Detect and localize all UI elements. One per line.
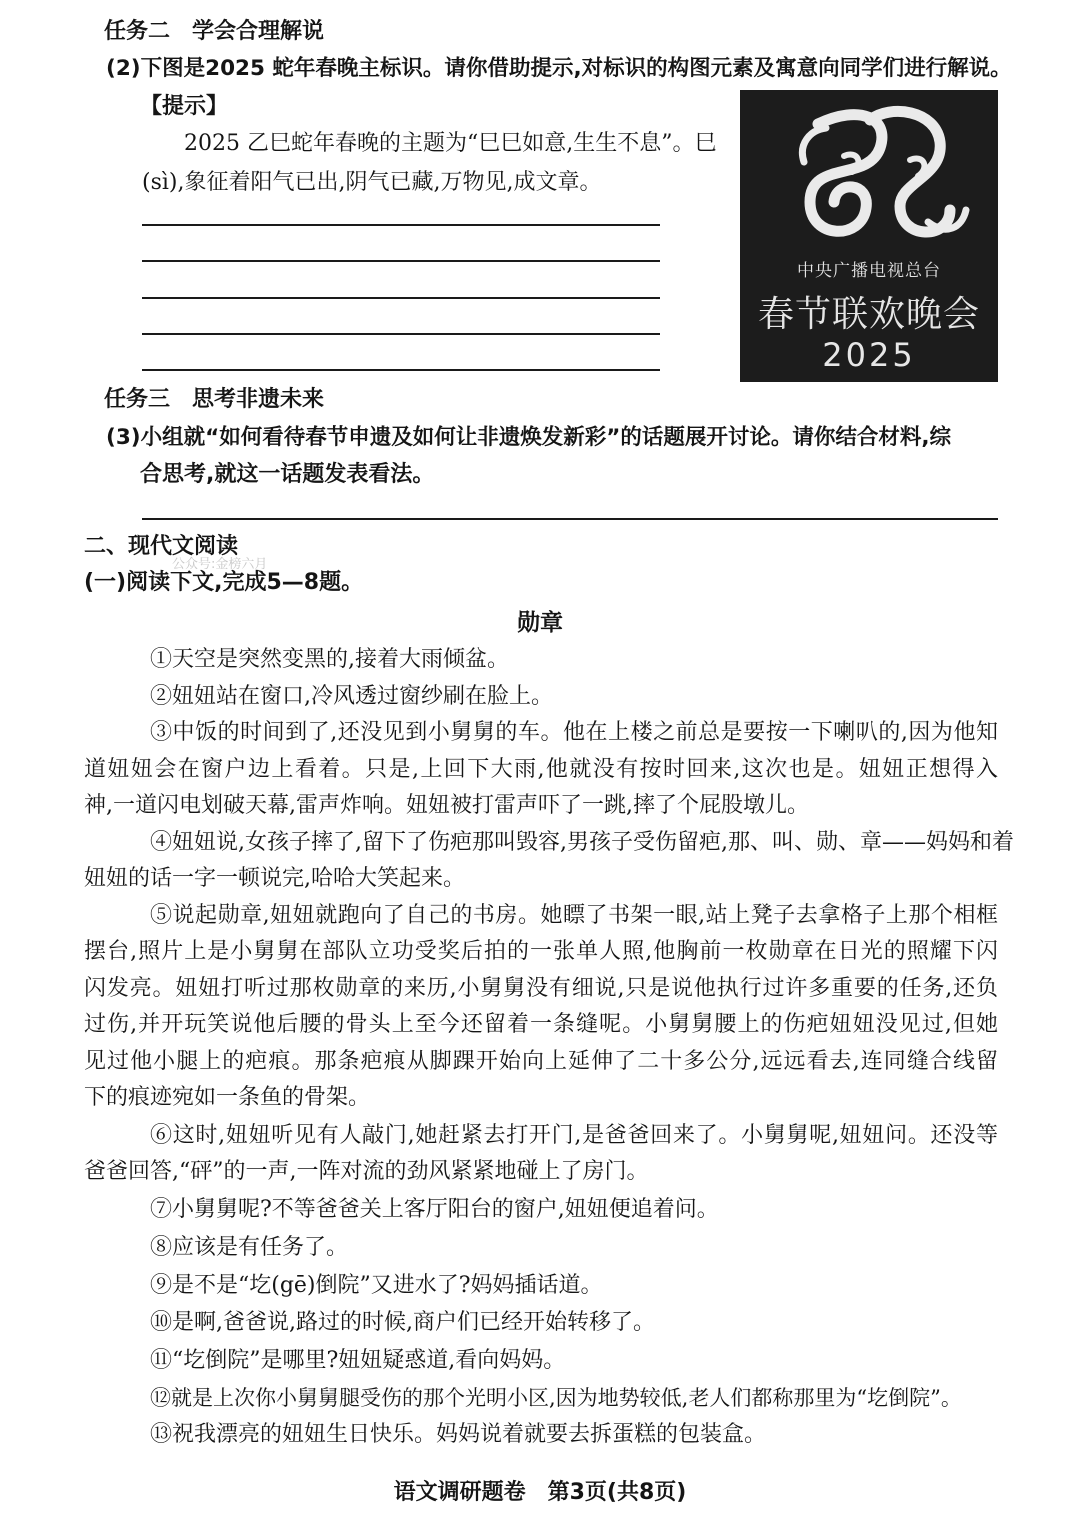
article-line: ③中饭的时间到了,还没见到小舅舅的车。他在上楼之前总是要按一下喇叭的,因为他知 <box>150 720 998 745</box>
article-title: 勋章 <box>517 610 563 636</box>
article-line: ⑩是啊,爸爸说,路过的时候,商户们已经开始转移了。 <box>150 1310 655 1335</box>
article-line: ⑫就是上次你小舅舅腿受伤的那个光明小区,因为地势较低,老人们都称那里为“圪倒院”。 <box>150 1386 962 1410</box>
article-line: 见过他小腿上的疤痕。那条疤痕从脚踝开始向上延伸了二十多公分,远远看去,连同缝合线留 <box>84 1049 998 1074</box>
task3-answer-line <box>142 518 998 520</box>
article-line: ⑧应该是有任务了。 <box>150 1235 349 1260</box>
article-line: 过伤,并开玩笑说他后腰的骨头上至今还留着一条缝呢。小舅舅腰上的伤疤妞妞没见过,但她 <box>84 1012 998 1037</box>
article-line: ⑬祝我漂亮的妞妞生日快乐。妈妈说着就要去拆蛋糕的包装盒。 <box>150 1422 767 1447</box>
reading-instruction: (一)阅读下文,完成5—8题。 <box>84 570 364 595</box>
article-line: 爸爸回答,“砰”的一声,一阵对流的劲风紧紧地碰上了房门。 <box>84 1159 649 1184</box>
answer-line-5 <box>142 369 660 371</box>
section2-heading: 二、现代文阅读 <box>84 534 239 559</box>
task3-heading: 任务三 思考非遗未来 <box>104 387 325 412</box>
task2-heading: 任务二 学会合理解说 <box>104 19 325 44</box>
article-line: ②妞妞站在窗口,冷风透过窗纱刷在脸上。 <box>150 684 553 709</box>
task2-question: (2)下图是2025 蛇年春晚主标识。请你借助提示,对标识的构图元素及寓意向同学们进行解说。 <box>106 56 1012 81</box>
article-line: 摆台,照片上是小舅舅在部队立功受奖后拍的一张单人照,他胸前一枚勋章在日光的照耀下闪 <box>84 939 998 964</box>
article-line: ④妞妞说,女孩子摔了,留下了伤疤那叫毁容,男孩子受伤留疤,那、叫、勋、章——妈妈和着 <box>150 830 1014 855</box>
article-line: ⑤说起勋章,妞妞就跑向了自己的书房。她瞟了书架一眼,站上凳子去拿格子上那个相框 <box>150 903 998 928</box>
answer-line-2 <box>142 260 660 262</box>
article-line: ①天空是突然变黑的,接着大雨倾盆。 <box>150 647 509 672</box>
article-line: 道妞妞会在窗户边上看着。只是,上回下大雨,他就没有按时回来,这次也是。妞妞正想得入 <box>84 757 998 782</box>
hint-line-2: (sì),象征着阳气已出,阴气已藏,万物见,成文章。 <box>142 170 602 195</box>
hint-line-1: 2025 乙巳蛇年春晚的主题为“巳巳如意,生生不息”。巳 <box>184 131 717 156</box>
page-footer: 语文调研题卷 第3页(共8页) <box>393 1480 687 1505</box>
watermark: 公众号:金榜六月 <box>172 557 268 572</box>
logo-station-name: 中央广播电视总台 <box>797 261 941 281</box>
article-line: ⑨是不是“圪(gē)倒院”又进水了?妈妈插话道。 <box>150 1273 603 1298</box>
answer-line-4 <box>142 333 660 335</box>
logo-year: 2025 <box>822 336 916 374</box>
task3-question-line-1: (3)小组就“如何看待春节申遗及如何让非遗焕发新彩”的话题展开讨论。请你结合材料,综 <box>106 425 952 450</box>
spring-festival-gala-logo <box>740 90 998 382</box>
answer-line-3 <box>142 297 660 299</box>
answer-line-1 <box>142 224 660 226</box>
article-line: ⑪“圪倒院”是哪里?妞妞疑惑道,看向妈妈。 <box>150 1348 566 1373</box>
hint-label: 【提示】 <box>140 94 229 119</box>
article-line: 妞妞的话一字一顿说完,哈哈大笑起来。 <box>84 866 465 891</box>
article-line: 下的痕迹宛如一条鱼的骨架。 <box>84 1085 371 1110</box>
logo-gala-name: 春节联欢晚会 <box>757 294 980 335</box>
article-line: ⑥这时,妞妞听见有人敲门,她赶紧去打开门,是爸爸回来了。小舅舅呢,妞妞问。还没等 <box>150 1123 998 1148</box>
article-line: ⑦小舅舅呢?不等爸爸关上客厅阳台的窗户,妞妞便追着问。 <box>150 1197 719 1222</box>
article-line: 神,一道闪电划破天幕,雷声炸响。妞妞被打雷声吓了一跳,摔了个屁股墩儿。 <box>84 793 809 818</box>
task3-question-line-2: 合思考,就这一话题发表看法。 <box>140 462 435 487</box>
article-line: 闪发亮。妞妞打听过那枚勋章的来历,小舅舅没有细说,只是说他执行过许多重要的任务,还负 <box>84 976 998 1001</box>
